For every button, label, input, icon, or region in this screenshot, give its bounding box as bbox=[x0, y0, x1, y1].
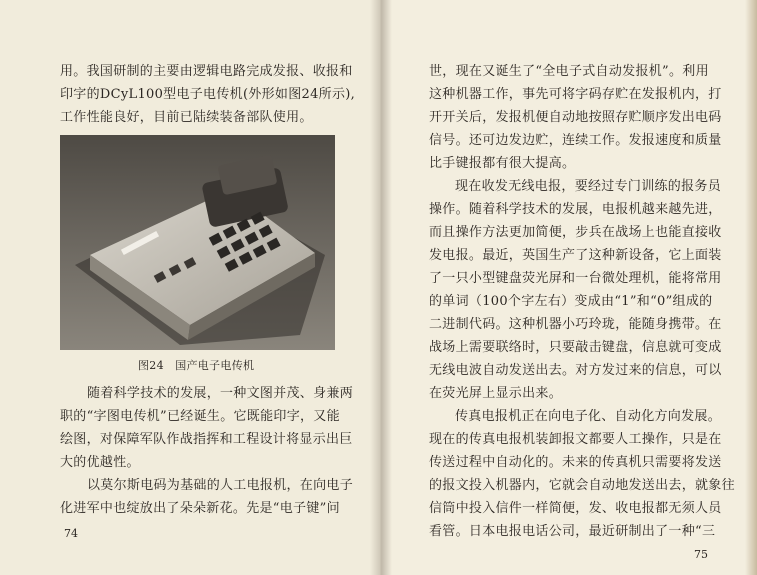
text-line: 绘图，对保障军队作战指挥和工程设计将显示出巨 bbox=[60, 432, 353, 447]
text-line: 战场上需要联络时，只要敲击键盘，信息就可变成 bbox=[429, 340, 722, 355]
text-line: 了一只小型键盘荧光屏和一台微处理机，能将常用 bbox=[429, 271, 722, 286]
right-page bbox=[381, 0, 757, 575]
text-line: 看管。日本电报电话公司，最近研制出了一种“三 bbox=[429, 524, 716, 539]
text-line: 而且操作方法更加简便，步兵在战场上也能直接收 bbox=[429, 225, 722, 240]
text-line: 工作性能良好，目前已陆续装备部队使用。 bbox=[60, 110, 313, 125]
text-line: 职的“字图电传机”已经诞生。它既能印字，又能 bbox=[60, 409, 340, 424]
teleprinter-photo bbox=[60, 135, 335, 350]
page-number: 74 bbox=[64, 527, 78, 540]
text-line: 在荧光屏上显示出来。 bbox=[429, 386, 563, 401]
text-line: 二进制代码。这种机器小巧玲珑，能随身携带。在 bbox=[429, 317, 722, 332]
text-line: 操作。随着科学技术的发展，电报机越来越先进， bbox=[429, 202, 722, 217]
text-line: 现在的传真电报机装卸报文都要人工操作，只是在 bbox=[429, 432, 722, 447]
page-number: 75 bbox=[694, 548, 708, 561]
book-gutter bbox=[370, 0, 392, 575]
text-line: 传真电报机正在向电子化、自动化方向发展。 bbox=[455, 409, 722, 424]
text-line: 以莫尔斯电码为基础的人工电报机，在向电子 bbox=[87, 478, 354, 493]
text-line: 印字的DCyL100型电子电传机(外形如图24所示), bbox=[60, 87, 356, 102]
text-line: 无线电波自动发送出去。对方发过来的信息，可以 bbox=[429, 363, 722, 378]
text-line: 发电报。最近，英国生产了这种新设备，它上面装 bbox=[429, 248, 722, 263]
text-line: 的单词（100个字左右）变成由“1”和“0”组成的 bbox=[429, 294, 713, 309]
text-line: 世，现在又诞生了“全电子式自动发报机”。利用 bbox=[429, 64, 709, 79]
text-line: 这种机器工作，事先可将字码存贮在发报机内，打 bbox=[429, 87, 722, 102]
text-line: 开开关后，发报机便自动地按照存贮顺序发出电码 bbox=[429, 110, 722, 125]
text-line: 化进军中也绽放出了朵朵新花。先是“电子键”问 bbox=[60, 501, 340, 516]
text-line: 比手键报都有很大提高。 bbox=[429, 156, 576, 171]
text-line: 随着科学技术的发展，一种文图并茂、身兼两 bbox=[87, 386, 354, 401]
text-line: 用。我国研制的主要由逻辑电路完成发报、收报和 bbox=[60, 64, 353, 79]
figure-caption: 图24 国产电子电传机 bbox=[138, 359, 255, 372]
text-line: 信号。还可边发边贮，连续工作。发报速度和质量 bbox=[429, 133, 722, 148]
text-line: 传送过程中自动化的。未来的传真机只需要将发送 bbox=[429, 455, 722, 470]
text-line: 大的优越性。 bbox=[60, 455, 140, 470]
text-line: 的报文投入机器内，它就会自动地发送出去，就象往 bbox=[429, 478, 735, 493]
text-line: 现在收发无线电报，要经过专门训练的报务员 bbox=[455, 179, 722, 194]
text-line: 信筒中投入信件一样简便，发、收电报都无须人员 bbox=[429, 501, 722, 516]
page-edge bbox=[745, 0, 757, 575]
